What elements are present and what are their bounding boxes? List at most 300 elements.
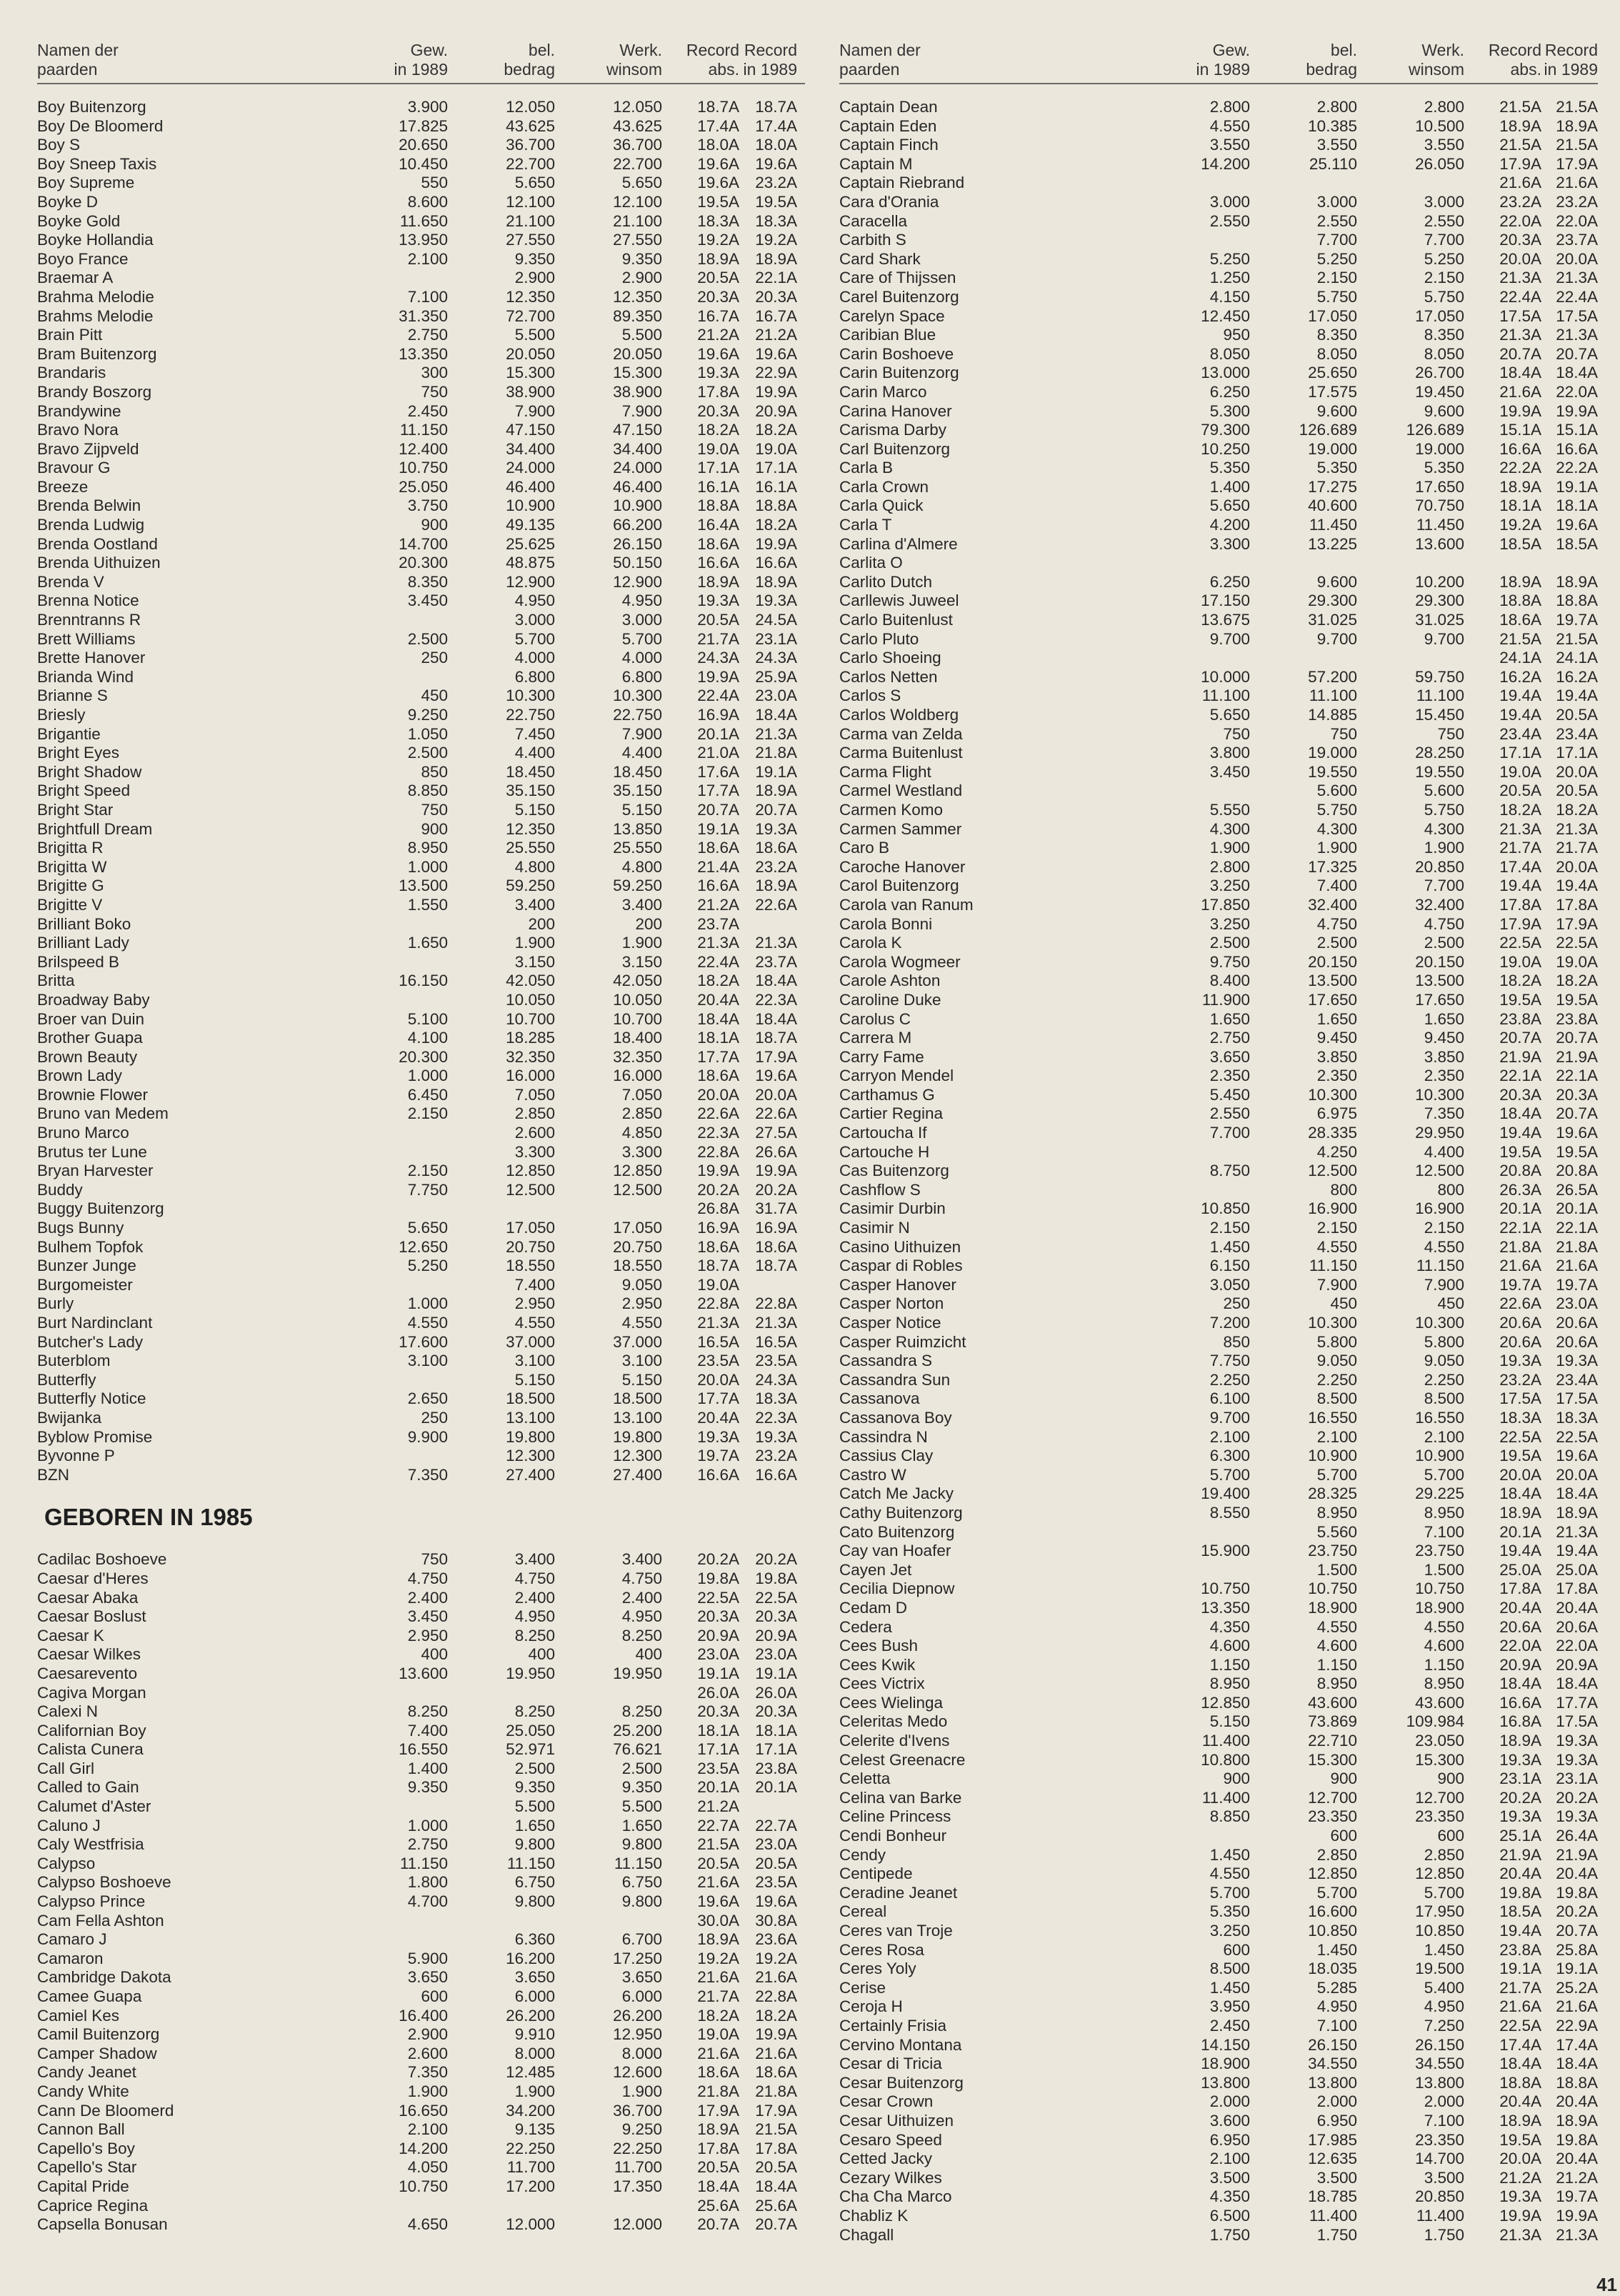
header-gew: Gew. in 1989 xyxy=(394,41,448,79)
bel-cell: 10.700 xyxy=(506,1009,555,1028)
table-row xyxy=(37,915,805,934)
record-abs-cell: 22.3A xyxy=(697,1124,739,1142)
table-row xyxy=(37,155,805,174)
horse-name: Brianda Wind xyxy=(37,667,134,686)
record-abs-cell: 18.4A xyxy=(1499,1104,1541,1123)
table-row xyxy=(37,1162,805,1181)
werk-cell: 34.550 xyxy=(1415,2055,1464,2073)
werk-cell: 1.900 xyxy=(621,934,662,952)
table-row xyxy=(839,2150,1598,2169)
record-abs-cell: 19.4A xyxy=(1499,1542,1541,1560)
horse-name: Caprice Regina xyxy=(37,2196,149,2215)
record-1989-cell: 16.6A xyxy=(755,554,797,572)
record-abs-cell: 25.0A xyxy=(1499,1560,1541,1579)
horse-name: Brette Hanover xyxy=(37,649,146,667)
gew-cell: 5.700 xyxy=(1209,1465,1250,1484)
record-1989-cell: 21.9A xyxy=(1556,1047,1598,1066)
record-1989-cell: 20.7A xyxy=(1556,1922,1598,1940)
table-row xyxy=(839,1199,1598,1219)
werk-cell: 29.950 xyxy=(1415,1124,1464,1142)
record-1989-cell: 20.2A xyxy=(755,1550,797,1569)
werk-cell: 5.600 xyxy=(1424,782,1464,800)
horse-name: Ceradine Jeanet xyxy=(839,1883,958,1902)
bel-cell: 16.600 xyxy=(1308,1902,1357,1921)
horse-name: Bruno van Medem xyxy=(37,1104,169,1123)
horse-name: Bravour G xyxy=(37,459,111,477)
gew-cell: 6.150 xyxy=(1209,1257,1250,1275)
werk-cell: 22.700 xyxy=(613,154,662,173)
record-abs-cell: 19.4A xyxy=(1499,706,1541,724)
record-1989-cell: 19.4A xyxy=(1556,877,1598,895)
record-abs-cell: 19.1A xyxy=(1499,1960,1541,1978)
bel-cell: 2.550 xyxy=(1316,211,1357,230)
table-row xyxy=(37,136,805,155)
record-abs-cell: 20.1A xyxy=(1499,1522,1541,1541)
bel-cell: 8.950 xyxy=(1316,1674,1357,1693)
bel-cell: 12.100 xyxy=(506,192,555,211)
bel-cell: 3.300 xyxy=(514,1142,555,1161)
record-1989-cell: 19.8A xyxy=(1556,2130,1598,2149)
record-abs-cell: 21.6A xyxy=(697,2044,739,2062)
table-row xyxy=(37,1428,805,1447)
table-row xyxy=(839,2226,1598,2245)
gew-cell: 4.100 xyxy=(407,1029,448,1047)
record-abs-cell: 22.4A xyxy=(697,952,739,971)
werk-cell: 5.500 xyxy=(621,326,662,344)
bel-cell: 18.500 xyxy=(506,1389,555,1408)
record-1989-cell: 19.1A xyxy=(1556,1960,1598,1978)
horse-name: Carina Hanover xyxy=(839,401,952,420)
bel-cell: 9.135 xyxy=(514,2120,555,2139)
table-row xyxy=(839,212,1598,231)
record-abs-cell: 18.9A xyxy=(1499,572,1541,591)
record-abs-cell: 20.2A xyxy=(1499,1788,1541,1807)
table-row xyxy=(37,1664,805,1684)
record-abs-cell: 22.5A xyxy=(1499,1427,1541,1446)
table-row xyxy=(37,2082,805,2102)
horse-name: Casper Ruimzicht xyxy=(839,1332,966,1351)
horse-name: Bulhem Topfok xyxy=(37,1237,144,1256)
gew-cell: 4.650 xyxy=(407,2215,448,2234)
werk-cell: 66.200 xyxy=(613,516,662,534)
horse-name: Casper Notice xyxy=(839,1314,941,1332)
record-1989-cell: 20.2A xyxy=(1556,1788,1598,1807)
horse-name: Carola van Ranum xyxy=(839,895,974,914)
record-1989-cell: 17.4A xyxy=(1556,2035,1598,2054)
record-1989-cell: 21.3A xyxy=(1556,326,1598,344)
record-abs-cell: 21.3A xyxy=(1499,269,1541,287)
horse-name: Cann De Bloomerd xyxy=(37,2101,174,2120)
horse-name: Cees Kwik xyxy=(839,1655,916,1674)
table-row xyxy=(839,1865,1598,1884)
werk-cell: 10.500 xyxy=(1415,116,1464,135)
horse-name: Caesarevento xyxy=(37,1664,138,1682)
horse-name: Butterfly Notice xyxy=(37,1389,146,1408)
record-1989-cell: 20.3A xyxy=(755,287,797,306)
table-row xyxy=(37,1104,805,1124)
gew-cell: 850 xyxy=(421,762,448,781)
record-1989-cell: 21.3A xyxy=(1556,269,1598,287)
record-1989-cell: 16.9A xyxy=(755,1219,797,1237)
record-1989-cell: 18.3A xyxy=(755,1389,797,1408)
horse-name: Carolus C xyxy=(839,1009,911,1028)
record-1989-cell: 27.5A xyxy=(755,1124,797,1142)
horse-name: Caluno J xyxy=(37,1816,101,1835)
gew-cell: 2.250 xyxy=(1209,1370,1250,1389)
page-number: 41 xyxy=(1596,2274,1617,2295)
record-1989-cell: 20.6A xyxy=(1556,1332,1598,1351)
header-rec-abs: Record abs. xyxy=(1488,41,1541,79)
gew-cell: 19.400 xyxy=(1201,1484,1250,1503)
werk-cell: 126.689 xyxy=(1406,421,1464,439)
werk-cell: 4.800 xyxy=(621,857,662,876)
record-abs-cell: 17.4A xyxy=(1499,857,1541,876)
bel-cell: 46.400 xyxy=(506,477,555,496)
record-abs-cell: 20.2A xyxy=(697,1550,739,1569)
gew-cell: 900 xyxy=(1223,1770,1250,1788)
horse-name: Brilspeed B xyxy=(37,952,120,971)
record-1989-cell: 18.4A xyxy=(755,2177,797,2195)
werk-cell: 17.950 xyxy=(1415,1902,1464,1921)
horse-name: Boyo France xyxy=(37,249,129,268)
table-row xyxy=(37,1181,805,1200)
gew-cell: 12.650 xyxy=(399,1237,448,1256)
horse-name: Cervino Montana xyxy=(839,2035,962,2054)
horse-name: Bright Eyes xyxy=(37,744,120,762)
horse-name: Carlos Woldberg xyxy=(839,706,959,724)
record-abs-cell: 20.3A xyxy=(1499,231,1541,249)
table-row xyxy=(839,2055,1598,2074)
werk-cell: 8.350 xyxy=(1424,326,1464,344)
bel-cell: 17.650 xyxy=(1308,990,1357,1009)
bel-cell: 11.700 xyxy=(506,2158,555,2177)
horse-name: Brandy Boszorg xyxy=(37,382,152,401)
record-abs-cell: 20.1A xyxy=(697,724,739,743)
horse-name: Celeritas Medo xyxy=(839,1712,948,1731)
record-1989-cell: 20.5A xyxy=(755,2158,797,2177)
bel-cell: 7.450 xyxy=(514,724,555,743)
record-1989-cell: 22.8A xyxy=(755,1987,797,2005)
gew-cell: 25.050 xyxy=(399,477,448,496)
gew-cell: 3.300 xyxy=(1209,534,1250,553)
horse-name: Byblow Promise xyxy=(37,1427,153,1446)
table-row xyxy=(839,820,1598,839)
gew-cell: 8.950 xyxy=(407,839,448,857)
werk-cell: 8.950 xyxy=(1424,1503,1464,1522)
record-abs-cell: 22.5A xyxy=(1499,934,1541,952)
bel-cell: 3.850 xyxy=(1316,1047,1357,1066)
record-1989-cell: 19.5A xyxy=(1556,1142,1598,1161)
horse-name: Carin Boshoeve xyxy=(839,344,954,363)
record-1989-cell: 18.0A xyxy=(755,136,797,154)
table-row xyxy=(839,326,1598,345)
table-row xyxy=(37,1199,805,1219)
record-1989-cell: 17.5A xyxy=(1556,1389,1598,1408)
horse-name: Broer van Duin xyxy=(37,1009,145,1028)
bel-cell: 2.600 xyxy=(514,1124,555,1142)
werk-cell: 10.300 xyxy=(1415,1314,1464,1332)
record-abs-cell: 16.6A xyxy=(1499,1693,1541,1712)
record-1989-cell: 19.3A xyxy=(755,819,797,838)
bel-cell: 9.800 xyxy=(514,1892,555,1911)
record-1989-cell: 21.3A xyxy=(755,724,797,743)
horse-name: Carmen Sammer xyxy=(839,819,962,838)
horse-name: Captain Dean xyxy=(839,98,938,116)
horse-name: Brownie Flower xyxy=(37,1085,149,1104)
record-1989-cell: 23.2A xyxy=(1556,192,1598,211)
werk-cell: 8.000 xyxy=(621,2044,662,2062)
horse-name: Cesar Crown xyxy=(839,2092,934,2111)
horse-name: Capello's Boy xyxy=(37,2139,135,2157)
horse-name: Camaron xyxy=(37,1949,104,1967)
horse-name: Burgomeister xyxy=(37,1275,133,1294)
horse-name: Called to Gain xyxy=(37,1778,139,1797)
record-1989-cell: 21.6A xyxy=(1556,1997,1598,2016)
bel-cell: 18.785 xyxy=(1308,2187,1357,2206)
bel-cell: 17.275 xyxy=(1308,477,1357,496)
table-row xyxy=(37,1950,805,1969)
gew-cell: 1.250 xyxy=(1209,269,1250,287)
record-1989-cell: 25.0A xyxy=(1556,1560,1598,1579)
horse-name: Cesar Buitenzorg xyxy=(839,2073,964,2092)
record-1989-cell: 20.3A xyxy=(755,1702,797,1721)
horse-name: Carol Buitenzorg xyxy=(839,877,959,895)
bel-cell: 5.150 xyxy=(514,1370,555,1389)
table-row xyxy=(839,1674,1598,1694)
record-abs-cell: 20.7A xyxy=(1499,1029,1541,1047)
record-1989-cell: 18.9A xyxy=(1556,572,1598,591)
record-abs-cell: 21.2A xyxy=(1499,2168,1541,2187)
record-1989-cell: 21.2A xyxy=(755,326,797,344)
horse-name: Brigitta W xyxy=(37,857,107,876)
horse-name: Carma van Zelda xyxy=(839,724,963,743)
horse-name: Caroche Hanover xyxy=(839,857,966,876)
gew-cell: 8.550 xyxy=(1209,1503,1250,1522)
table-row xyxy=(839,649,1598,668)
gew-cell: 750 xyxy=(421,800,448,819)
record-abs-cell: 18.9A xyxy=(1499,2111,1541,2130)
horse-name: Caly Westfrisia xyxy=(37,1835,144,1854)
table-row xyxy=(37,1873,805,1892)
werk-cell: 4.550 xyxy=(621,1314,662,1332)
horse-name: Boyke Hollandia xyxy=(37,231,154,249)
gew-cell: 10.000 xyxy=(1201,667,1250,686)
table-row xyxy=(839,1352,1598,1371)
werk-cell: 20.750 xyxy=(613,1237,662,1256)
table-row xyxy=(37,706,805,725)
record-abs-cell: 22.7A xyxy=(697,1816,739,1835)
record-abs-cell: 20.2A xyxy=(697,1180,739,1199)
record-abs-cell: 19.0A xyxy=(697,1275,739,1294)
bel-cell: 20.750 xyxy=(506,1237,555,1256)
gew-cell: 2.100 xyxy=(1209,2150,1250,2168)
werk-cell: 8.500 xyxy=(1424,1389,1464,1408)
table-row xyxy=(37,1010,805,1029)
record-1989-cell: 19.6A xyxy=(755,1892,797,1911)
table-row xyxy=(839,2207,1598,2226)
header-werk: Werk. winsom xyxy=(606,41,662,79)
werk-cell: 10.900 xyxy=(613,496,662,515)
table-row xyxy=(839,250,1598,269)
record-abs-cell: 20.5A xyxy=(697,2158,739,2177)
gew-cell: 10.750 xyxy=(399,459,448,477)
record-1989-cell: 18.9A xyxy=(1556,2111,1598,2130)
bel-cell: 11.400 xyxy=(1309,2206,1357,2225)
record-abs-cell: 22.5A xyxy=(1499,2016,1541,2035)
table-row xyxy=(839,592,1598,611)
bel-cell: 10.300 xyxy=(506,687,555,705)
horse-name: Brown Beauty xyxy=(37,1047,138,1066)
horse-name: Cam Fella Ashton xyxy=(37,1911,164,1930)
record-abs-cell: 18.7A xyxy=(697,1257,739,1275)
record-1989-cell: 22.9A xyxy=(1556,2016,1598,2035)
table-row xyxy=(839,1086,1598,1105)
bel-cell: 49.135 xyxy=(506,516,555,534)
werk-cell: 12.500 xyxy=(1415,1162,1464,1180)
table-row xyxy=(839,1732,1598,1751)
bel-cell: 5.285 xyxy=(1316,1978,1357,1997)
bel-cell: 25.625 xyxy=(506,534,555,553)
gew-cell: 13.950 xyxy=(399,231,448,249)
bel-cell: 43.600 xyxy=(1308,1693,1357,1712)
bel-cell: 25.650 xyxy=(1308,364,1357,382)
record-1989-cell: 21.8A xyxy=(755,2082,797,2100)
table-row xyxy=(839,1294,1598,1314)
bel-cell: 7.400 xyxy=(1316,877,1357,895)
record-1989-cell: 19.8A xyxy=(1556,1883,1598,1902)
record-1989-cell: 19.9A xyxy=(755,534,797,553)
werk-cell: 7.050 xyxy=(621,1085,662,1104)
gew-cell: 1.650 xyxy=(407,934,448,952)
gew-cell: 4.350 xyxy=(1209,2187,1250,2206)
record-1989-cell: 23.2A xyxy=(755,857,797,876)
gew-cell: 2.500 xyxy=(407,629,448,648)
horse-name: Cayen Jet xyxy=(839,1560,912,1579)
record-1989-cell: 19.7A xyxy=(1556,2187,1598,2206)
bel-cell: 19.550 xyxy=(1308,762,1357,781)
werk-cell: 17.050 xyxy=(1415,306,1464,325)
record-abs-cell: 26.3A xyxy=(1499,1180,1541,1199)
bel-cell: 18.900 xyxy=(1308,1598,1357,1617)
record-abs-cell: 21.8A xyxy=(697,2082,739,2100)
record-abs-cell: 18.3A xyxy=(1499,1408,1541,1427)
gew-cell: 10.850 xyxy=(1201,1199,1250,1218)
bel-cell: 5.600 xyxy=(1316,782,1357,800)
table-row xyxy=(37,421,805,440)
table-row xyxy=(839,1124,1598,1143)
gew-cell: 3.450 xyxy=(1209,762,1250,781)
werk-cell: 19.950 xyxy=(613,1664,662,1682)
horse-name: Cassius Clay xyxy=(839,1447,934,1465)
record-abs-cell: 21.0A xyxy=(697,744,739,762)
horse-name: Caesar d'Heres xyxy=(37,1569,149,1587)
table-row xyxy=(37,1645,805,1664)
table-row xyxy=(839,1504,1598,1523)
werk-cell: 450 xyxy=(1437,1294,1464,1313)
bel-cell: 31.025 xyxy=(1308,611,1357,629)
bel-cell: 26.150 xyxy=(1308,2035,1357,2054)
horse-name: Briesly xyxy=(37,706,86,724)
gew-cell: 4.700 xyxy=(407,1892,448,1911)
table-row xyxy=(839,440,1598,459)
werk-cell: 10.200 xyxy=(1415,572,1464,591)
record-1989-cell: 18.1A xyxy=(1556,496,1598,515)
record-abs-cell: 23.2A xyxy=(1499,192,1541,211)
record-abs-cell: 17.8A xyxy=(1499,1579,1541,1598)
horse-name: Cato Buitenzorg xyxy=(839,1522,955,1541)
bel-cell: 18.285 xyxy=(506,1029,555,1047)
horse-name: Cesar Uithuizen xyxy=(839,2111,954,2130)
record-1989-cell: 20.4A xyxy=(1556,2092,1598,2111)
gew-cell: 750 xyxy=(421,382,448,401)
gew-cell: 6.300 xyxy=(1209,1447,1250,1465)
horse-name: Catch Me Jacky xyxy=(839,1484,954,1503)
werk-cell: 3.550 xyxy=(1424,136,1464,154)
header-gew: Gew. in 1989 xyxy=(1196,41,1250,79)
horse-name: Capital Pride xyxy=(37,2177,129,2195)
record-1989-cell: 19.0A xyxy=(1556,952,1598,971)
record-1989-cell: 22.5A xyxy=(755,1588,797,1607)
bel-cell: 11.100 xyxy=(1309,687,1357,705)
table-row xyxy=(37,1124,805,1143)
record-abs-cell: 19.5A xyxy=(1499,1447,1541,1465)
gew-cell: 13.600 xyxy=(399,1664,448,1682)
werk-cell: 29.225 xyxy=(1415,1484,1464,1503)
bel-cell: 12.900 xyxy=(506,572,555,591)
table-row xyxy=(37,1409,805,1428)
record-1989-cell: 15.1A xyxy=(1556,421,1598,439)
table-row xyxy=(37,1219,805,1238)
record-abs-cell: 17.5A xyxy=(1499,1389,1541,1408)
bel-cell: 7.900 xyxy=(514,401,555,420)
table-row xyxy=(839,307,1598,326)
werk-cell: 36.700 xyxy=(613,2101,662,2120)
record-abs-cell: 16.2A xyxy=(1499,667,1541,686)
bel-cell: 10.750 xyxy=(1308,1579,1357,1598)
werk-cell: 3.300 xyxy=(621,1142,662,1161)
record-abs-cell: 21.2A xyxy=(697,1797,739,1816)
horse-name: Camper Shadow xyxy=(37,2044,157,2062)
gew-cell: 8.850 xyxy=(1209,1807,1250,1826)
table-row xyxy=(37,1238,805,1257)
table-row xyxy=(839,1067,1598,1086)
bel-cell: 52.971 xyxy=(506,1740,555,1759)
bel-cell: 14.885 xyxy=(1308,706,1357,724)
record-abs-cell: 30.0A xyxy=(697,1911,739,1930)
table-row xyxy=(37,1722,805,1741)
table-row xyxy=(839,2187,1598,2207)
werk-cell: 11.450 xyxy=(1416,516,1464,534)
bel-cell: 5.700 xyxy=(1316,1465,1357,1484)
record-1989-cell: 19.3A xyxy=(1556,1352,1598,1370)
table-row xyxy=(37,269,805,288)
werk-cell: 3.150 xyxy=(621,952,662,971)
bel-cell: 17.325 xyxy=(1308,857,1357,876)
werk-cell: 46.400 xyxy=(613,477,662,496)
record-abs-cell: 19.3A xyxy=(1499,1807,1541,1826)
gew-cell: 9.250 xyxy=(407,706,448,724)
record-abs-cell: 23.5A xyxy=(697,1759,739,1777)
bel-cell: 8.950 xyxy=(1316,1503,1357,1522)
bel-cell: 5.250 xyxy=(1316,249,1357,268)
record-1989-cell: 22.3A xyxy=(755,1408,797,1427)
table-row xyxy=(37,2045,805,2064)
horse-name: Camaro J xyxy=(37,1930,107,1949)
table-row xyxy=(37,1447,805,1466)
werk-cell: 5.250 xyxy=(1424,249,1464,268)
gew-cell: 1.750 xyxy=(1209,2225,1250,2244)
gew-cell: 7.400 xyxy=(407,1721,448,1740)
